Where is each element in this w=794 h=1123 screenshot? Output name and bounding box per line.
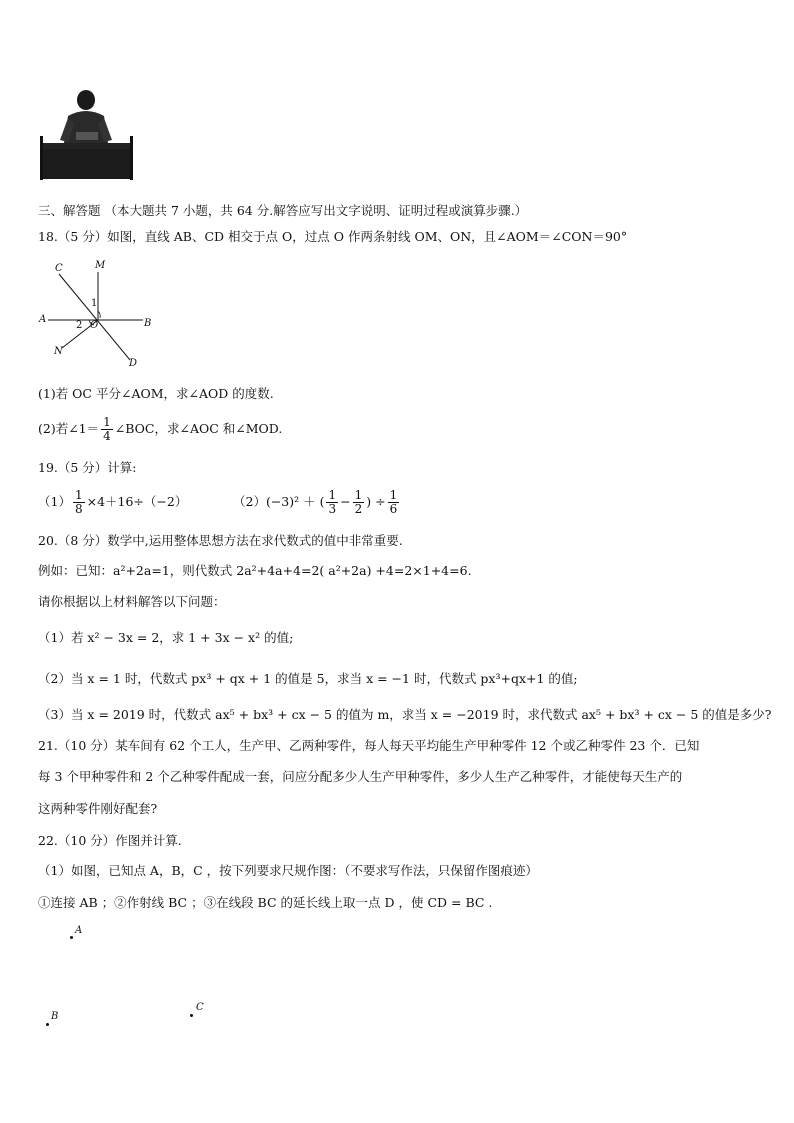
- q18-p2-pre: (2)若∠1＝: [38, 421, 100, 436]
- q22-stem: 22.（10 分）作图并计算.: [38, 833, 182, 848]
- frac-den: 4: [103, 429, 111, 443]
- q21-line2: 每 3 个甲种零件和 2 个乙种零件配成一套，问应分配多少人生产甲种零件，多少人生产乙种零件，才能使每天生产的: [38, 769, 683, 784]
- q19-p1-rest: ×4＋16÷（−2）: [86, 494, 188, 509]
- point-B-label: B: [51, 1011, 59, 1022]
- q20-example: 例如：已知：a²+2a=1，则代数式 2a²+4a+4=2( a²+2a) +4=2×1+4=6.: [38, 563, 472, 578]
- fraction-one-quarter: [101, 416, 113, 443]
- q22-steps: ①连接 AB ；②作射线 BC ；③在线段 BC 的延长线上取一点 D ，使 CD = BC .: [38, 895, 493, 910]
- frac-den: 8: [74, 502, 83, 516]
- q18-stem: 18.（5 分）如图，直线 AB、CD 相交于点 O，过点 O 作两条射线 OM、ON，且∠AOM＝∠CON＝90°: [38, 229, 628, 244]
- label-O: O: [90, 320, 99, 331]
- q19-p2-mid: ) ÷: [366, 494, 386, 509]
- frac-num: 1: [103, 415, 111, 429]
- label-A: A: [39, 314, 47, 325]
- label-M: M: [95, 260, 106, 271]
- frac-num: 1: [389, 488, 398, 502]
- q20-part1: （1）若 x² − 3x = 2，求 1 + 3x − x² 的值;: [38, 630, 294, 645]
- fraction-one-third: [326, 489, 338, 516]
- q18-part2: [38, 414, 282, 444]
- fraction-one-half: [353, 489, 365, 516]
- q19-part2: [233, 485, 401, 519]
- label-N: N: [54, 346, 63, 357]
- frac-den: 6: [389, 502, 398, 516]
- frac-num: 1: [354, 488, 363, 502]
- q20-prompt: 请你根据以上材料解答以下问题：: [38, 594, 226, 609]
- q19-stem: 19.（5 分）计算:: [38, 460, 137, 475]
- q22-part1: （1）如图，已知点 A，B，C ，按下列要求尺规作图：（不要求写作法，只保留作图痕迹）: [38, 863, 538, 878]
- q20-part3: （3）当 x = 2019 时，代数式 ax⁵ + bx³ + cx − 5 的值为 m，求当 x = −2019 时，求代数式 ax⁵ + bx³ + cx − 5 的值是多少?: [38, 707, 772, 722]
- q19-p2-minus: −: [340, 494, 351, 509]
- q18-p2-post: ∠BOC，求∠AOC 和∠MOD.: [114, 421, 283, 436]
- section-heading: 三、解答题 （本大题共 7 小题，共 64 分.解答应写出文字说明、证明过程或演算步骤.）: [38, 203, 528, 218]
- q18-part1: (1)若 OC 平分∠AOM，求∠AOD 的度数.: [38, 386, 274, 401]
- frac-num: 1: [328, 488, 337, 502]
- label-B: B: [144, 318, 152, 329]
- point-C-label: C: [196, 1002, 204, 1013]
- label-D: D: [129, 358, 138, 369]
- frac-num: 1: [74, 488, 83, 502]
- q18-figure: [38, 262, 158, 372]
- point-A-label: A: [75, 925, 83, 936]
- q19-p1-label: （1）: [38, 494, 71, 509]
- point-A-dot: [70, 936, 73, 939]
- q19-part1: [38, 485, 187, 519]
- frac-den: 2: [354, 502, 363, 516]
- frac-den: 3: [328, 502, 337, 516]
- worker-illustration: [38, 88, 135, 183]
- q19-p2-label: （2）: [233, 494, 266, 509]
- point-B-dot: [46, 1023, 49, 1026]
- angle-2-label: 2: [76, 320, 83, 331]
- label-C: C: [55, 263, 63, 274]
- q20-stem: 20.（8 分）数学中,运用整体思想方法在求代数式的值中非常重要.: [38, 533, 403, 548]
- q21-line1: 21.（10 分）某车间有 62 个工人，生产甲、乙两种零件，每人每天平均能生产甲种零件 12 个或乙种零件 23 个．已知: [38, 738, 700, 753]
- fraction-one-sixth: [388, 489, 400, 516]
- fraction-one-eighth: [73, 489, 85, 516]
- angle-1-label: 1: [91, 298, 98, 309]
- q20-part2: （2）当 x = 1 时，代数式 px³ + qx + 1 的值是 5，求当 x = −1 时，代数式 px³+qx+1 的值;: [38, 671, 578, 686]
- q19-p2-pre: (−3)² ＋ (: [265, 494, 325, 509]
- q21-line3: 这两种零件刚好配套?: [38, 801, 158, 816]
- point-C-dot: [190, 1014, 193, 1017]
